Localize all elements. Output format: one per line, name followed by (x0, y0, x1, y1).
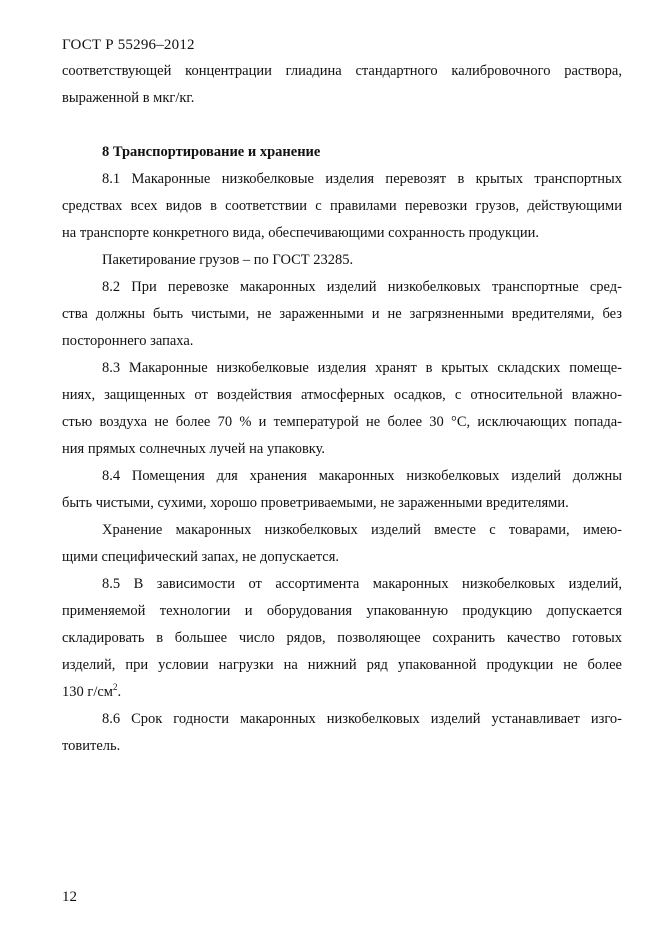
paragraph-8-3-line: ния прямых солнечных лучей на упаковку. (62, 441, 326, 457)
paragraph-8-1-line: на транспорте конкретного вида, обеспечивающими сохранность продукции. (62, 225, 539, 241)
paragraph-8-2-line: 8.2 При перевозке макаронных изделий низкобелковых транспортные сред- (102, 279, 622, 295)
paragraph-8-1-line: 8.1 Макаронные низкобелковые изделия перевозят в крытых транспортных (102, 171, 622, 187)
section-heading: 8 Транспортирование и хранение (102, 144, 321, 160)
paragraph-8-2-line: постороннего запаха. (62, 333, 194, 349)
paragraph-8-4-line: быть чистыми, сухими, хорошо проветриваемыми, не зараженными вредителями. (62, 495, 569, 511)
load-end: . (117, 684, 122, 700)
paragraph-8-3-line: 8.3 Макаронные низкобелковые изделия хранят в крытых складских помеще- (102, 360, 622, 376)
paragraph-8-4-line: 8.4 Помещения для хранения макаронных низкобелковых изделий должны (102, 468, 622, 484)
paragraph-8-5-line: 8.5 В зависимости от ассортимента макаронных низкобелковых изделий, (102, 576, 622, 592)
load-value: 130 г/см (62, 684, 113, 700)
text-line: выраженной в мкг/кг. (62, 90, 195, 106)
load-exponent: 2 (112, 682, 118, 692)
paragraph-packaging: Пакетирование грузов – по ГОСТ 23285. (102, 252, 354, 268)
paragraph-8-5-line: применяемой технологии и оборудования упакованную продукцию допускается (62, 603, 622, 619)
paragraph-8-6-line: товитель. (62, 738, 121, 754)
paragraph-8-5-line: складировать в большее число рядов, позволяющее сохранить качество готовых (62, 630, 622, 646)
paragraph-8-2-line: ства должны быть чистыми, не зараженными и не загрязненными вредителями, без (62, 306, 622, 322)
paragraph-8-6-line: 8.6 Срок годности макаронных низкобелковых изделий устанавливает изго- (102, 711, 622, 727)
page-body (62, 58, 622, 760)
paragraph-8-5-last-line (62, 679, 622, 706)
paragraph-8-3-line: ниях, защищенных от воздействия атмосферных осадков, с относительной влажно- (62, 387, 622, 403)
document-header: ГОСТ Р 55296–2012 (62, 37, 195, 53)
page-number: 12 (62, 889, 77, 905)
text-line: соответствующей концентрации глиадина стандартного калибровочного раствора, (62, 63, 622, 79)
paragraph-storage-line: Хранение макаронных низкобелковых изделий вместе с товарами, имею- (102, 522, 622, 538)
paragraph-storage-line: щими специфический запах, не допускается. (62, 549, 340, 565)
paragraph-8-3-line: стью воздуха не более 70 % и температурой не более 30 °С, исключающих попада- (62, 414, 622, 430)
paragraph-8-1-line: средствах всех видов в соответствии с правилами перевозки грузов, действующими (62, 198, 622, 214)
paragraph-8-5-line: изделий, при условии нагрузки на нижний ряд упакованной продукции не более (62, 657, 622, 673)
